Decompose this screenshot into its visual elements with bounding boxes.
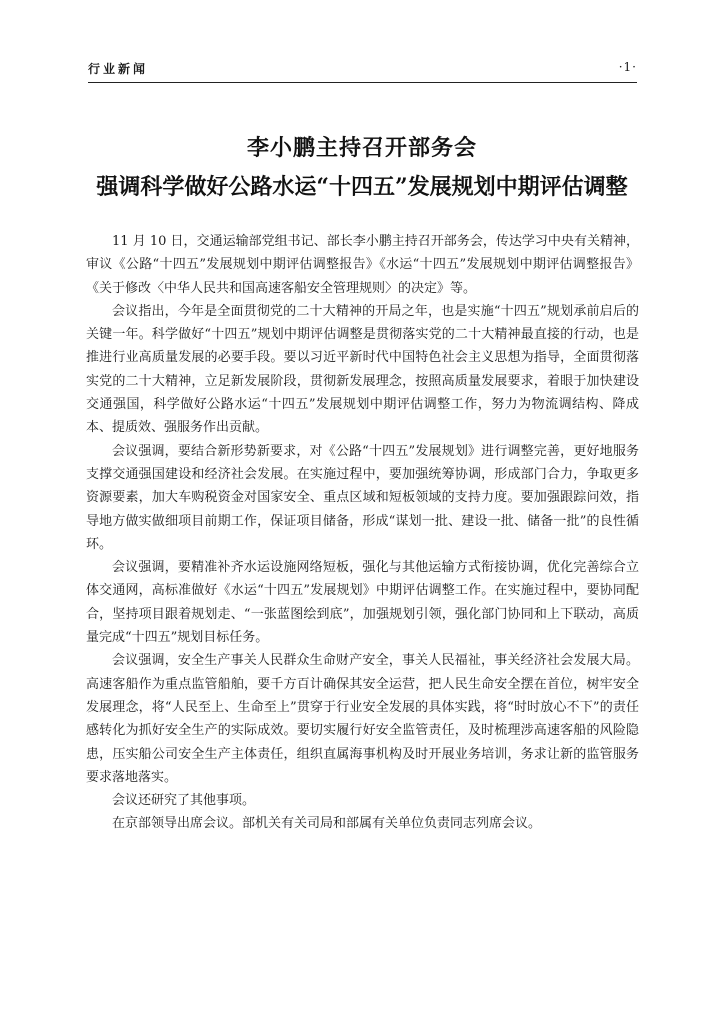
paragraph: 11 月 10 日，交通运输部党组书记、部长李小鹏主持召开部务会，传达学习中央有关精神，审议《公路“十四五”发展规划中期评估调整报告》《水运“十四五”发展规划中期评估调整报告》《关于修改〈中华人民共和国高速客船安全管理规则〉的决定》等。 bbox=[86, 234, 639, 296]
paragraph: 会议还研究了其他事项。 bbox=[112, 793, 256, 809]
running-header bbox=[88, 60, 637, 80]
page-number: ·1· bbox=[618, 60, 637, 74]
paragraph: 会议指出，今年是全面贯彻党的二十大精神的开局之年，也是实施“十四五”规划承前启后的关键一年。科学做好“十四五”规划中期评估调整是贯彻落实党的二十大精神最直接的行动，也是推进行业高质量发展的必要手段。要以习近平新时代中国特色社会主义思想为指导，全面贯彻落实党的二十大精神，立足新发展阶段，贯彻新发展理念，按照高质量发展要求，着眼于加快建设交通强国，科学做好公路水运“十四五”发展规划中期评估调整工作，努力为物流调结构、降成本、提质效、强服务作出贡献。 bbox=[86, 303, 639, 436]
section-label: 行业新闻 bbox=[88, 62, 149, 76]
paragraph: 会议强调，要结合新形势新要求，对《公路“十四五”发展规划》进行调整完善，更好地服务支撑交通强国建设和经济社会发展。在实施过程中，要加强统筹协调，形成部门合力，争取更多资源要素，加大车购税资金对国家安全、重点区域和短板领域的支持力度。要加强跟踪问效，指导地方做实做细项目前期工作，保证项目储备，形成“谋划一批、建设一批、储备一批”的良性循环。 bbox=[86, 443, 639, 552]
header-divider bbox=[88, 82, 637, 83]
article-title: 李小鹏主持召开部务会 bbox=[246, 135, 477, 161]
article-subtitle: 强调科学做好公路水运“十四五”发展规划中期评估调整 bbox=[96, 174, 628, 200]
paragraph: 会议强调，安全生产事关人民群众生命财产安全，事关人民福祉，事关经济社会发展大局。高速客船作为重点监管船舶，要千方百计确保其安全运营，把人民生命安全摆在首位，树牢安全发展理念，将“人民至上、生命至上”贯穿于行业安全发展的具体实践，将“时时放心不下”的责任感转化为抓好安全生产的实际成效。要切实履行好安全监管责任，及时梳理涉高速客船的风险隐患，压实船公司安全生产主体责任，组织直属海事机构及时开展业务培训，务求让新的监管服务要求落地落实。 bbox=[86, 653, 639, 785]
paragraph: 在京部领导出席会议。部机关有关司局和部属有关单位负责同志列席会议。 bbox=[112, 816, 542, 832]
paragraph: 会议强调，要精准补齐水运设施网络短板，强化与其他运输方式衔接协调，优化完善综合立体交通网，高标准做好《水运“十四五”发展规划》中期评估调整工作。在实施过程中，要协同配合，坚持项目跟着规划走、“一张蓝图绘到底”，加强规划引领，强化部门协同和上下联动，高质量完成“十四五”规划目标任务。 bbox=[86, 560, 639, 646]
article-body bbox=[86, 230, 639, 836]
